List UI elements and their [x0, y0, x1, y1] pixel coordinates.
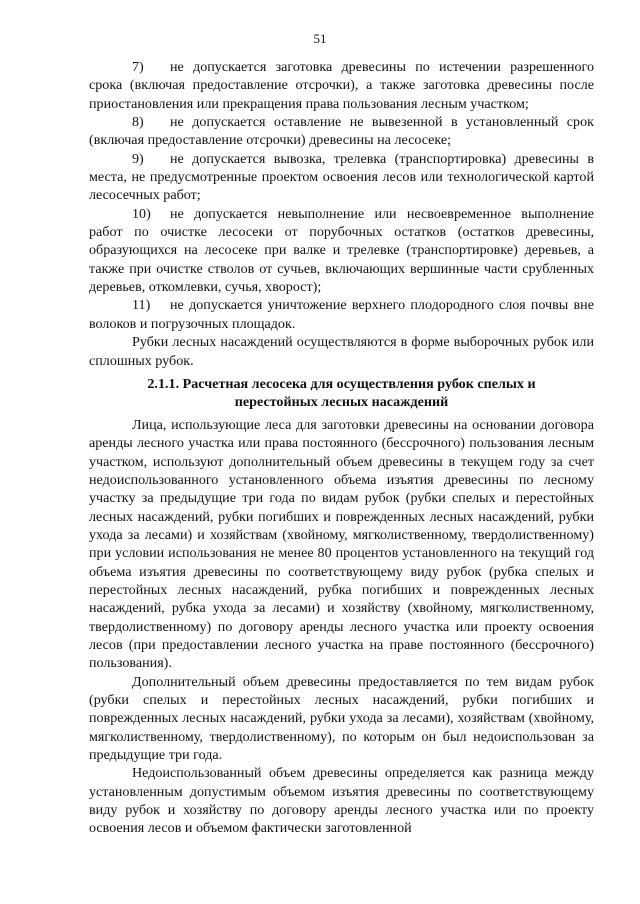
list-item-number: 9) [132, 150, 144, 167]
section-heading [89, 375, 594, 412]
list-item-11 [89, 296, 594, 333]
list-item-text: не допускается оставление не вывезенной в установленный срок (включая предоставление отсрочки) древесины на лесосеке; [89, 114, 594, 149]
page-number: 51 [313, 31, 327, 46]
document-body [89, 58, 594, 838]
body-paragraph-1: Лица, использующие леса для заготовки древесины на основании договора аренды лесного участка или права постоянного (бессрочного) пользования лесным участком, используют дополнительный объем древесины в текущем году за счет недоиспользованного установленного объема изъятия древесины по лесному участку за предыдущие три года по видам рубок (рубки спелых и перестойных лесных насаждений, рубки погибших и поврежденных лесных насаждений, рубки ухода за лесами) и хозяйствам (хвойному, мягколиственному, твердолиственному) при условии использования не менее 80 процентов установленного на текущий год объема изъятия древесины по соответствующему виду рубок (рубка спелых и перестойных лесных насаждений, рубка погибших и поврежденных лесных насаждений, рубка ухода за лесами) и хозяйству (хвойному, мягколиственному, твердолиственному) по договору аренды лесного участка или проекту освоения лесов (при предоставлении лесного участка на праве постоянного (бессрочного) пользования). [89, 416, 594, 672]
list-item-number: 11) [132, 297, 151, 314]
list-item-10 [89, 205, 594, 297]
list-item-text: не допускается уничтожение верхнего плодородного слоя почвы вне волоков и погрузочных площадок. [89, 297, 594, 332]
list-item-9 [89, 150, 594, 205]
body-paragraph-3: Недоиспользованный объем древесины определяется как разница между установленным допустимым объемом изъятия древесины по соответствующему виду рубок и хозяйству по договору аренды лесного участка или по проекту освоения лесов и объемом фактически заготовленной [89, 765, 594, 837]
list-item-text: не допускается заготовка древесины по истечении разрешенного срока (включая предоставление отсрочки), а также заготовка древесины после приостановления или прекращения права пользования лесным участком; [89, 59, 594, 112]
body-paragraph-2: Дополнительный объем древесины предоставляется по тем видам рубок (рубки спелых и перестойных лесных насаждений, рубки погибших и поврежденных лесных насаждений, рубки ухода за лесами), хозяйствам (хвойному, мягколиственному, твердолиственному), по которым он был недоиспользован за предыдущие три года. [89, 673, 594, 764]
section-heading-line-1: 2.1.1. Расчетная лесосека для осуществления рубок спелых и [147, 375, 536, 392]
list-item-text: не допускается невыполнение или несвоевременное выполнение работ по очистке лесосеки от порубочных остатков (остатков древесины, образующихся на лесосеке при валке и трелевке (транспортировке) деревьев, а также при очистке стволов от сучьев, включающих вершинные части срубленных деревьев, откомлевки, сучья, хворост); [89, 205, 594, 296]
section-heading-line-2: перестойных лесных насаждений [234, 394, 449, 411]
list-item-number: 10) [132, 205, 151, 222]
list-item-text: не допускается вывозка, трелевка (транспортировка) древесины в места, не предусмотренные проектом освоения лесов или технологической картой лесосечных работ; [89, 150, 594, 204]
list-item-7 [89, 58, 594, 113]
list-item-number: 7) [132, 59, 144, 75]
list-item-8 [89, 113, 594, 150]
list-item-number: 8) [132, 114, 144, 131]
intro-paragraph: Рубки лесных насаждений осуществляются в форме выборочных рубок или сплошных рубок. [89, 334, 594, 369]
